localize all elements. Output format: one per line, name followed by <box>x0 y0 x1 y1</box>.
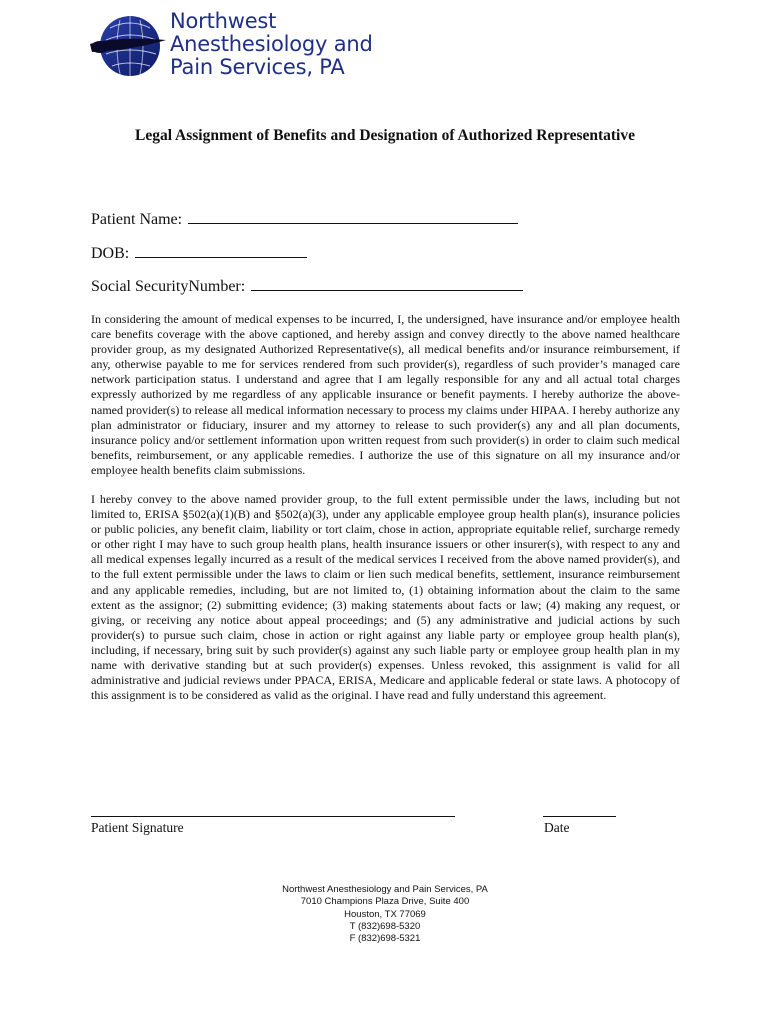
patient-name-line[interactable] <box>188 209 518 224</box>
patient-signature-label: Patient Signature <box>91 820 184 835</box>
footer-address <box>0 884 770 945</box>
date-line[interactable] <box>543 816 616 817</box>
logo-line: Northwest <box>170 9 277 33</box>
footer-street: 7010 Champions Plaza Drive, Suite 400 <box>300 896 470 908</box>
authorization-paragraph: In considering the amount of medical expenses to be incurred, I, the undersigned, have insurance and/or employee health care benefits coverage with the above captioned, and hereby assign and convey directly to the above named healthcare provider group, as my designated Authorized Representative(s), all medical benefits and/or insurance reimbursement, if any, otherwise payable to me for services rendered from such provider(s), regardless of such provider’s managed care network participation status. I understand and agree that I am legally responsible for any and all actual total charges expressly authorized by me regardless of any applicable insurance or benefit payments. I hereby authorize the above-named provider(s) to release all medical information necessary to process my claims under HIPAA. I hereby authorize any plan administrator or fiduciary, insurer and my attorney to release to such provider(s) any and all plan documents, insurance policy and/or settlement information upon written request from such provider(s) in order to claim such medical benefits, reimbursement, or any applicable remedies. I authorize the use of this signature on all my insurance and/or employee health benefits claim submissions. <box>91 312 680 477</box>
dob-field[interactable] <box>91 243 307 263</box>
ssn-line[interactable] <box>251 276 523 291</box>
globe-logo-icon <box>88 10 168 84</box>
footer-phone: T (832)698-5320 <box>349 920 421 932</box>
dob-line[interactable] <box>135 243 307 258</box>
logo-line: Pain Services, PA <box>170 55 345 79</box>
assignment-paragraph: I hereby convey to the above named provider group, to the full extent permissible under the laws, including but not limited to, ERISA §502(a)(1)(B) and §502(a)(3), under any applicable employee group health plan(s), insurance policies or public policies, any benefit claim, liability or tort claim, chose in action, appropriate equitable relief, surcharge remedy or other right I may have to such group health plans, health insurance issuers or other insurer(s), with respect to any and all medical expenses legally incurred as a result of the medical services I received from the above named provider(s), and to the full extent permissible under the laws to claim or lien such medical benefits, settlement, insurance reimbursement and any applicable remedies, including, but are not limited to, (1) obtaining information about the claim to the same extent as the assignor; (2) submitting evidence; (3) making statements about facts or law; (4) making any request, or giving, or receiving any notice about appeal proceedings; and (5) any administrative and judicial actions by such provider(s) to pursue such claim, chose in action or right against any liable party or employee group health plan(s), including, if necessary, bring suit by such provider(s) against any such liable party or employee group health plan in my name with derivative standing but at such provider(s) expenses. Unless revoked, this assignment is valid for all administrative and judicial reviews under PPACA, ERISA, Medicare and applicable federal or state laws. A photocopy of this assignment is to be considered as valid as the original. I have read and fully understand this agreement. <box>91 492 680 703</box>
footer-company: Northwest Anesthesiology and Pain Services, PA <box>282 884 488 895</box>
ssn-field[interactable] <box>91 276 523 296</box>
patient-name-label: Patient Name: <box>91 211 183 228</box>
dob-label: DOB: <box>91 245 130 262</box>
logo-wordmark <box>170 10 373 79</box>
date-label: Date <box>544 820 570 835</box>
patient-name-field[interactable] <box>91 209 518 229</box>
footer-fax: F (832)698-5321 <box>349 933 421 945</box>
company-logo <box>88 10 408 84</box>
logo-line: Anesthesiology and <box>170 32 373 56</box>
ssn-label: Social SecurityNumber: <box>91 278 246 295</box>
document-title: Legal Assignment of Benefits and Designation of Authorized Representative <box>134 127 635 144</box>
footer-city: Houston, TX 77069 <box>344 908 426 920</box>
patient-signature-line[interactable] <box>91 816 455 817</box>
